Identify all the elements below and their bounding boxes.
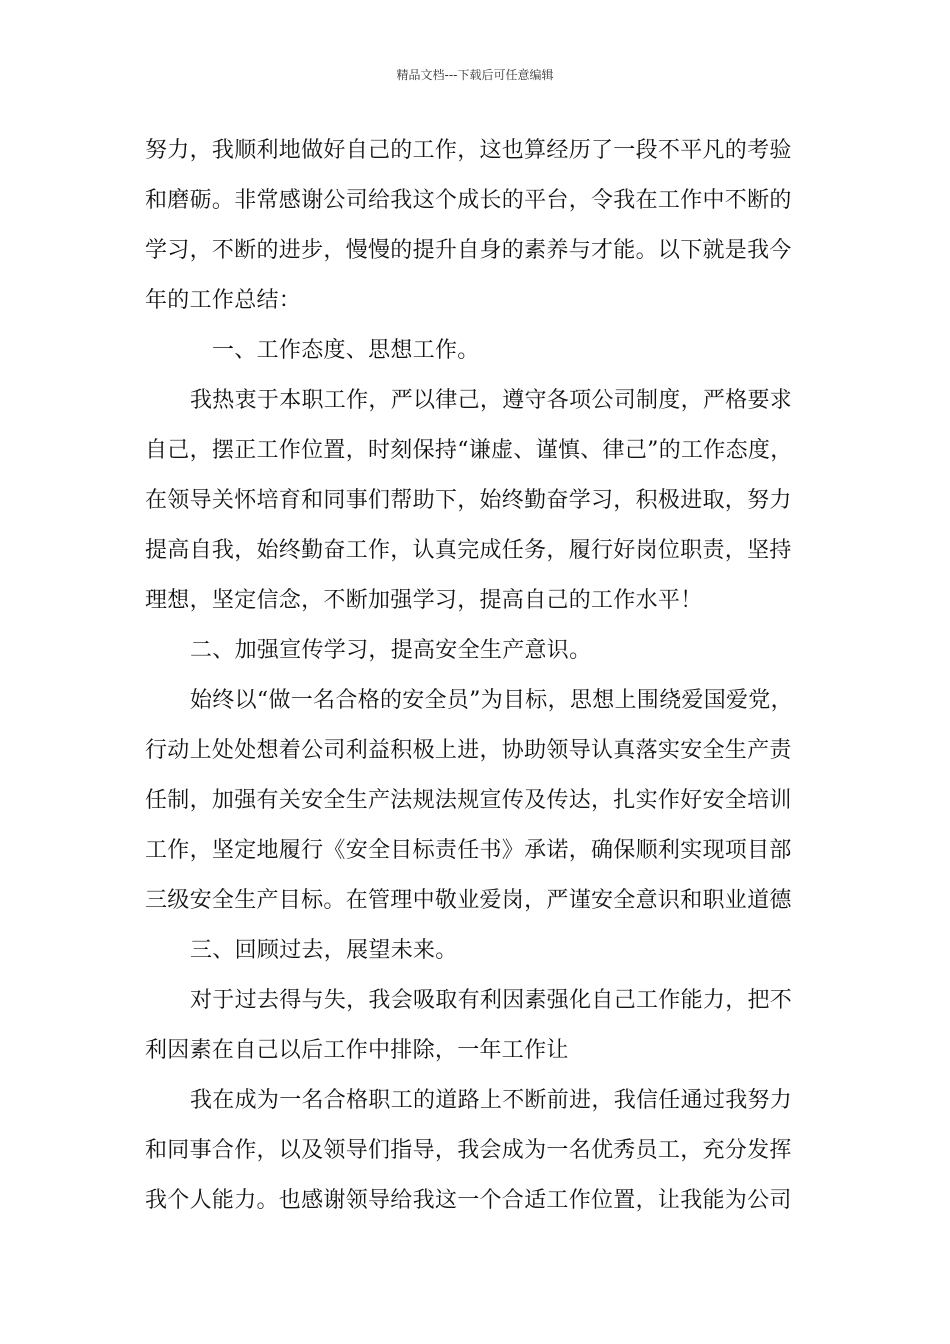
section-heading: 二、加强宣传学习，提高安全生产意识。 — [190, 638, 592, 663]
text-line: 年的工作总结： — [145, 288, 302, 313]
text-line: 在领导关怀培育和同事们帮助下，始终勤奋学习，积极进取，努力 — [145, 488, 792, 513]
text-line: 自己，摆正工作位置，时刻保持“谦虚、谨慎、律己”的工作态度， — [145, 438, 793, 463]
text-line: 和磨砺。非常感谢公司给我这个成长的平台，令我在工作中不断的 — [145, 188, 792, 213]
text-line: 学习，不断的进步，慢慢的提升自身的素养与才能。以下就是我今 — [145, 238, 792, 263]
text-line: 行动上处处想着公司利益积极上进，协助领导认真落实安全生产责 — [145, 738, 792, 763]
section-heading: 三、回顾过去，展望未来。 — [190, 938, 458, 963]
text-line: 利因素在自己以后工作中排除，一年工作让 — [145, 1038, 569, 1063]
text-line: 努力，我顺利地做好自己的工作，这也算经历了一段不平凡的考验 — [145, 138, 792, 163]
page-header: 精品文档---下载后可任意编辑 — [396, 68, 554, 82]
text-line: 始终以“做一名合格的安全员”为目标，思想上围绕爱国爱党， — [190, 688, 793, 713]
text-line: 我个人能力。也感谢领导给我这一个合适工作位置，让我能为公司 — [145, 1188, 792, 1213]
text-line: 工作，坚定地履行《安全目标责任书》承诺，确保顺利实现项目部 — [145, 838, 792, 863]
text-line: 三级安全生产目标。在管理中敬业爱岗，严谨安全意识和职业道德 — [145, 888, 792, 913]
section-heading: 一、工作态度、思想工作。 — [212, 338, 480, 363]
text-line: 和同事合作，以及领导们指导，我会成为一名优秀员工，充分发挥 — [145, 1138, 792, 1163]
text-line: 提高自我，始终勤奋工作，认真完成任务，履行好岗位职责，坚持 — [145, 538, 792, 563]
text-line: 理想，坚定信念，不断加强学习，提高自己的工作水平！ — [145, 588, 703, 613]
text-line: 我热衷于本职工作，严以律己，遵守各项公司制度，严格要求 — [190, 388, 793, 413]
text-line: 任制，加强有关安全生产法规法规宣传及传达，扎实作好安全培训 — [145, 788, 792, 813]
text-line: 对于过去得与失，我会吸取有利因素强化自己工作能力，把不 — [190, 988, 793, 1013]
text-line: 我在成为一名合格职工的道路上不断前进，我信任通过我努力 — [190, 1088, 793, 1113]
